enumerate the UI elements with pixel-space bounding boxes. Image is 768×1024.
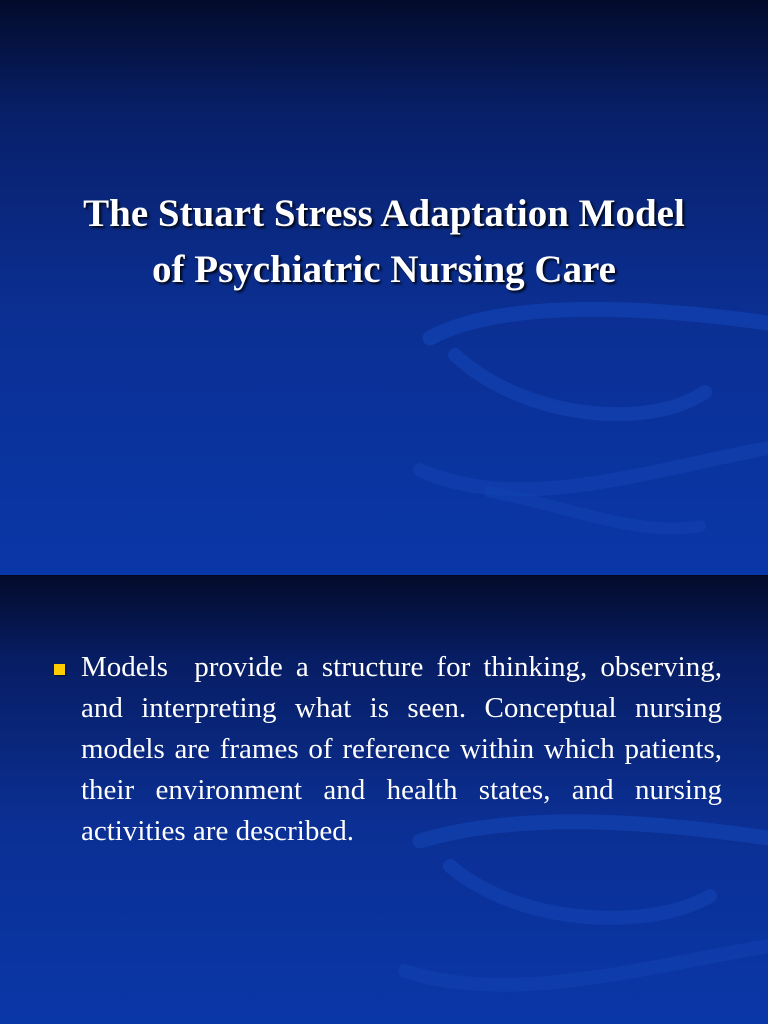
bullet-list — [52, 647, 730, 852]
bullet-text: Models provide a structure for thinking, observing, and interpreting what is seen. Conceptual nursing models are frames of reference within which patients, their environment and health states, and nursing activities are described. — [81, 651, 730, 847]
slide-2 — [0, 576, 768, 1024]
list-item — [52, 647, 730, 852]
bullet-square-icon — [54, 664, 65, 675]
slide-title: The Stuart Stress Adaptation Model of Psychiatric Nursing Care — [83, 192, 685, 291]
